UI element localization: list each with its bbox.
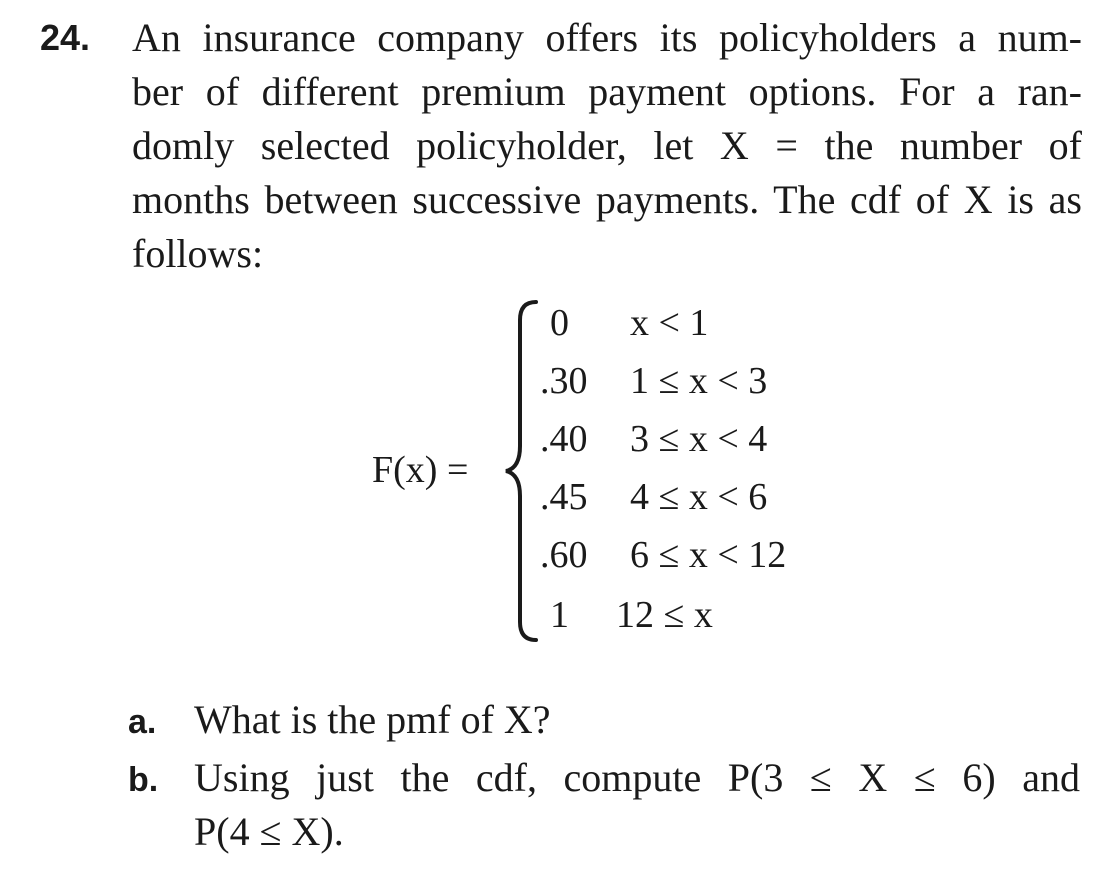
case-condition: x < 1 (630, 302, 709, 344)
part-b-text-line-2: P(4 ≤ X). (194, 809, 344, 854)
case-condition: 12 ≤ x (616, 594, 713, 636)
problem-number: 24. (40, 17, 91, 58)
statement-line-4: months between successive payments. The cdf of X is as (132, 177, 1082, 222)
statement-line-5: follows: (132, 231, 264, 276)
case-value: .30 (540, 360, 588, 402)
part-b-letter: b. (128, 761, 159, 799)
part-a-text: What is the pmf of X? (194, 697, 551, 742)
part-a-letter: a. (128, 703, 157, 741)
part-b-text-line-1: Using just the cdf, compute P(3 ≤ X ≤ 6) and (194, 755, 1080, 800)
case-value: .60 (540, 534, 588, 576)
left-brace-icon (502, 296, 542, 646)
statement-line-1: An insurance company offers its policyholders a num- (132, 15, 1082, 60)
case-value: 0 (550, 302, 569, 344)
case-value: .40 (540, 418, 588, 460)
statement-line-3: domly selected policyholder, let X = the number of (132, 123, 1082, 168)
case-condition: 1 ≤ x < 3 (630, 360, 768, 402)
case-condition: 3 ≤ x < 4 (630, 418, 768, 460)
case-condition: 4 ≤ x < 6 (630, 476, 768, 518)
case-value: .45 (540, 476, 588, 518)
case-value: 1 (550, 594, 569, 636)
formula-lhs: F(x) = (372, 449, 469, 491)
case-condition: 6 ≤ x < 12 (630, 534, 787, 576)
statement-line-2: ber of different premium payment options. For a ran- (132, 69, 1082, 114)
